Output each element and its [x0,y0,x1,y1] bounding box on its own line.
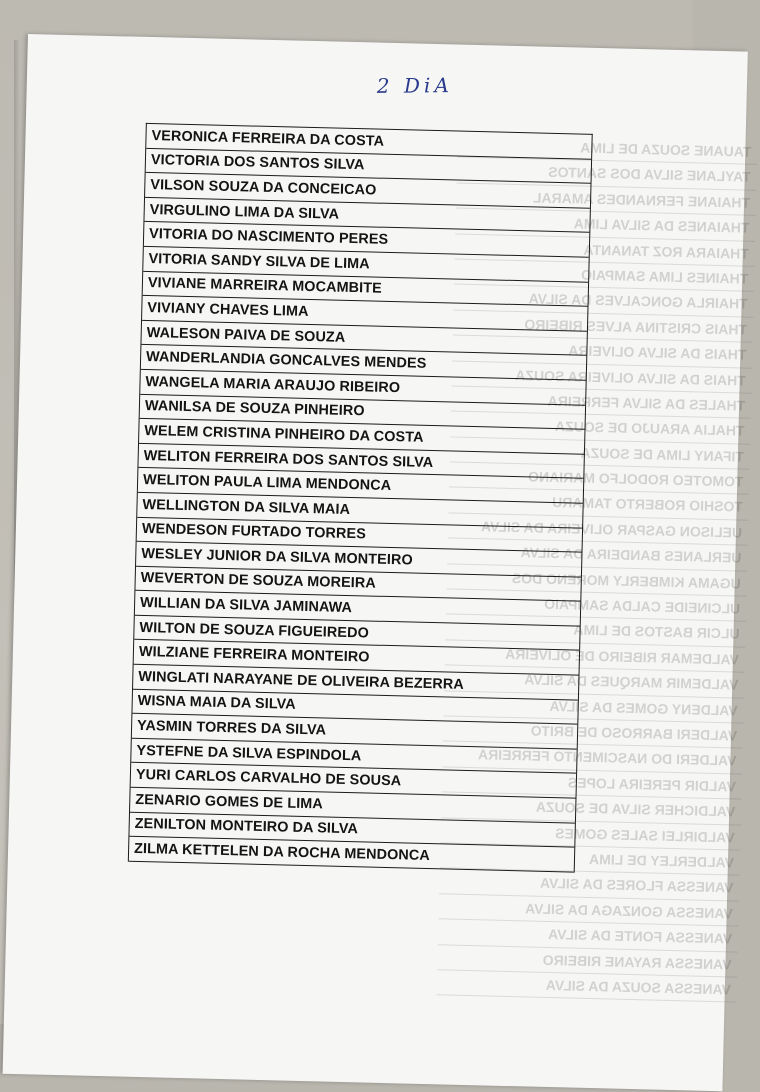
bleed-through-row: UELISON GASPAR OLIVEIRA DA SILVA [448,513,749,546]
paper-sheet [3,34,752,1091]
name-cell: VIRGULINO LIMA DA SILVA [149,201,340,223]
name-cell: WELLINGTON DA SILVA MAIA [142,496,351,518]
bleed-through-row: VANESSA RAYANE RIBEIRO [437,945,738,978]
bleed-through-row: VALDEMAR RIBEIRO DE OLIVEIRA [445,640,746,673]
bleed-through-row: VALDERLEY DE LIMA [440,843,741,876]
name-cell: YURI CARLOS CARVALHO DE SOUSA [135,767,402,790]
name-cell: VERONICA FERREIRA DA COSTA [151,127,385,150]
name-cell: WENDESON FURTADO TORRES [141,521,367,543]
name-cell: WILZIANE FERREIRA MONTEIRO [138,644,370,666]
name-cell: ZENILTON MONTEIRO DA SILVA [134,816,359,838]
name-cell: WANGELA MARIA ARAUJO RIBEIRO [145,373,401,396]
name-cell: VILSON SOUZA DA CONCEICAO [150,177,377,199]
handwritten-note: 2 DiA [376,73,453,98]
bleed-through-row: VANESSA GONZAGA DA SILVA [438,894,739,927]
bleed-through-row: THAIS DA SILVA OLIVEIRA [452,336,753,369]
name-cell: VIVIANY CHAVES LIMA [147,299,309,320]
bleed-through-row: TOSHIO ROBERTO TAMARU [448,488,749,521]
name-cell: WALESON PAIVA DE SOUZA [146,324,346,346]
name-cell: WELEM CRISTINA PINHEIRO DA COSTA [144,422,424,446]
bleed-through-row: VANESSA FONTE DA SILVA [438,919,739,952]
name-cell: WESLEY JUNIOR DA SILVA MONTEIRO [141,545,413,569]
name-cell: WILTON DE SOUZA FIGUEIREDO [139,619,370,642]
bleed-through-row: VANESSA SOUZA DA SILVA [437,970,738,1003]
bleed-through-row: THAIANE FERNANDES AMARAL [456,183,757,216]
name-cell: WANILSA DE SOUZA PINHEIRO [144,398,365,420]
bleed-through-row: VALDIR PEREIRA LOPES [442,767,743,800]
bleed-through-row: TOMOTEO RODOLFO MARIANO [449,463,750,496]
bleed-through-row: THAIARA ROZ TANANTA [455,234,756,267]
bleed-through-row: VANESSA FLORES DA SILVA [439,869,740,902]
name-cell: VICTORIA DOS SANTOS SILVA [150,152,365,174]
name-cell: ZENARIO GOMES DE LIMA [135,791,324,813]
name-cell: WILLIAN DA SILVA JAMINAWA [139,594,353,617]
bleed-through-row: VALDEMIR MARQUES DA SILVA [444,666,745,699]
bleed-through-row: THAIS DA SILVA OLIVEIRA SOUZA [452,361,753,394]
bleed-through-row: THAINES LIMA SAMPAIO [454,259,755,292]
name-cell: WINGLATI NARAYANE DE OLIVEIRA BEZERRA [138,668,465,693]
name-cell: VITORIA DO NASCIMENTO PERES [148,226,389,249]
bleed-through-row: THALIA ARAUJO DE SOUZA [450,412,751,445]
name-cell: WEVERTON DE SOUZA MOREIRA [140,570,377,593]
bleed-through-row: ULCINEIDE CALDA SAMPAIO [446,589,747,622]
names-table [128,123,593,873]
name-cell: YASMIN TORRES DA SILVA [136,717,327,739]
name-cell: WELITON FERREIRA DOS SANTOS SILVA [143,447,434,471]
name-cell: WISNA MAIA DA SILVA [137,693,296,714]
bleed-through-row: TIFANY LIMA DE SOUZA [450,437,751,470]
bleed-through-row: THAIRLA GONCALVES DA SILVA [453,285,754,318]
bleed-through-row: VALDIRLEI SALES GOMES [440,818,741,851]
bleed-through-row: VALDERI BARROSO DE BRITO [443,716,744,749]
bleed-through-row: THAIS CRISTINA ALVES RIBEIRO [453,310,754,343]
name-cell: VIVIANE MARREIRA MOCAMBITE [147,275,382,298]
bleed-through-row: ULCIR BASTOS DE LIMA [445,615,746,648]
bleed-through-row: VALDENY GOMES DA SILVA [443,691,744,724]
name-cell: YSTEFNE DA SILVA ESPINDOLA [136,742,362,764]
bleed-through-row: TAYLANE SILVA DOS SANTOS [456,158,757,191]
bleed-through-row: VALDICHER SILVA DE SOUZA [441,792,742,825]
bleed-through-row: THAIANES DA SILVA LIMA [455,209,756,242]
bleed-through-row: VALDERI DO NASCIMENTO FERREIRA [442,742,743,775]
name-cell: ZILMA KETTELEN DA ROCHA MENDONCA [133,840,431,865]
bleed-through-row: TAUANE SOUZA DE LIMA [457,133,758,166]
bleed-through-row: UGAMA KIMBERLY MORENO DOS [447,564,748,597]
name-cell: VITORIA SANDY SILVA DE LIMA [148,250,370,273]
bleed-through-row: THALES DA SILVA FERREIRA [451,386,752,419]
name-cell: WELITON PAULA LIMA MENDONCA [142,472,392,495]
bleed-through-row: UERLANES BANDEIRA DA SILVA [447,539,748,572]
name-cell: WANDERLANDIA GONCALVES MENDES [145,349,427,372]
